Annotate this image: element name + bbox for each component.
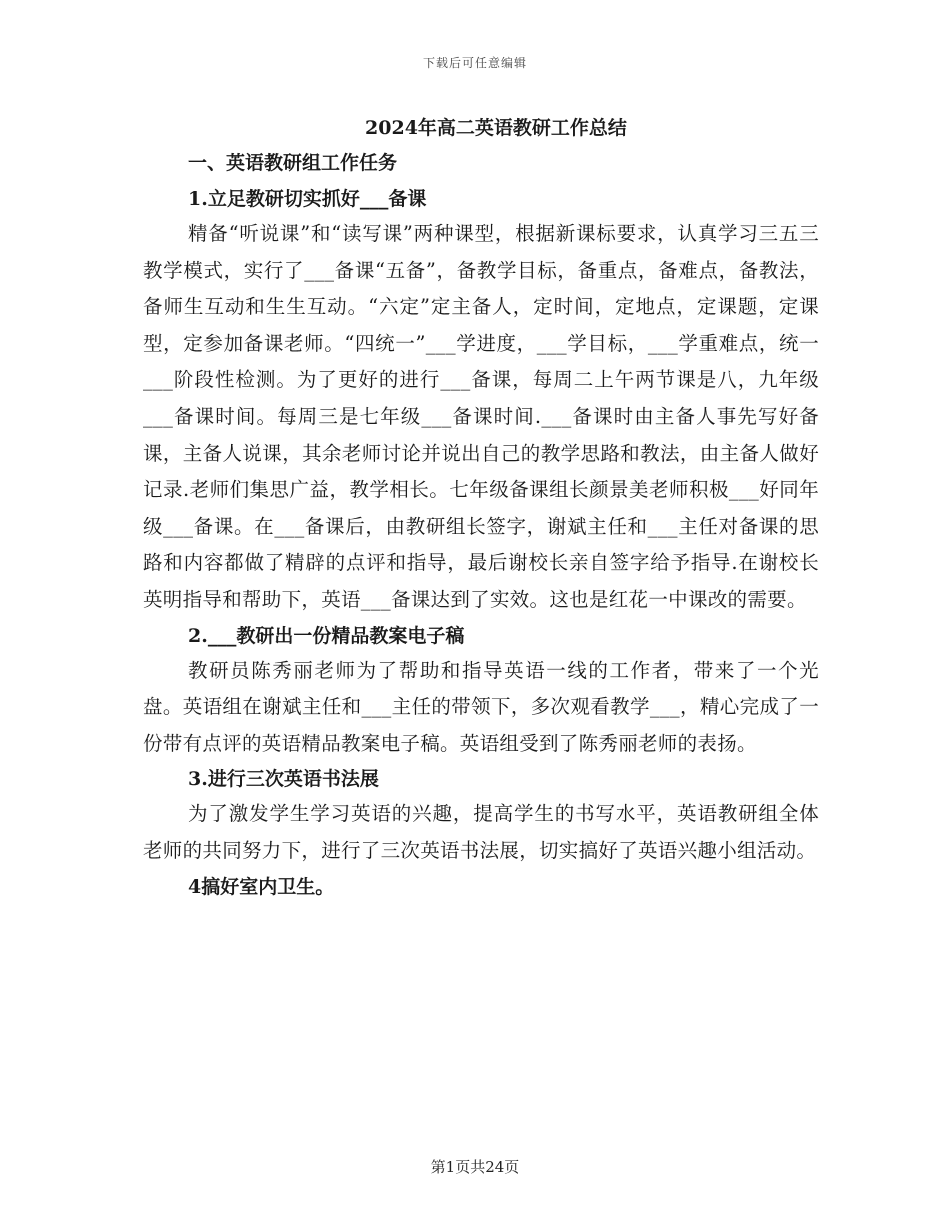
section-heading-tasks: 一、英语教研组工作任务 — [188, 152, 398, 174]
item-heading-calligraphy: 3.进行三次英语书法展 — [188, 768, 379, 791]
item-heading-hygiene: 4搞好室内卫生。 — [188, 875, 335, 898]
header-note: 下载后可任意编辑 — [422, 56, 527, 70]
paragraph-lesson-prep: 精备“听说课”和“读写课”两种课型，根据新课标要求，认真学习三五三教学模式，实行了___备课“五备”，备教学目标，备重点，备难点，备教法，备师生互动和生生互动。“六定”定主备人，定时间，定地点，定课题，定课型，定参加备课老师。“四统一”___学进度，___学目标，___学重难点，统一___阶段性检测。为了更好的进行___备课，每周二上午两节课是八，九年级___备课时间。每周三是七年级___备课时间.___备课时由主备人事先写好备课，主备人说课，其余老师讨论并说出自己的教学思路和教法，由主备人做好记录.老师们集思广益，教学相长。七年级备课组长颜景美老师积极___好同年级___备课。在___备课后，由教研组长签字，谢斌主任和___主任对备课的思路和内容都做了精辟的点评和指导，最后谢校长亲自签字给予指导.在谢校长英明指导和帮助下，英语___备课达到了实效。这也是红花一中课改的需要。 — [143, 222, 819, 611]
page-footer: 第1页共24页 — [430, 1158, 520, 1176]
item-heading-lesson-prep: 1.立足教研切实抓好___备课 — [188, 188, 427, 210]
item-heading-lesson-plan: 2.___教研出一份精品教案电子稿 — [188, 624, 465, 647]
paragraph-calligraphy: 为了激发学生学习英语的兴趣，提高学生的书写水平，英语教研组全体老师的共同努力下，进行了三次英语书法展，切实搞好了英语兴趣小组活动。 — [143, 802, 819, 862]
paragraph-lesson-plan: 教研员陈秀丽老师为了帮助和指导英语一线的工作者，带来了一个光盘。英语组在谢斌主任和___主任的带领下，多次观看教学___，精心完成了一份带有点评的英语精品教案电子稿。英语组受到了陈秀丽老师的表扬。 — [143, 658, 819, 755]
document-title: 2024年高二英语教研工作总结 — [365, 117, 627, 139]
document-body — [143, 112, 819, 904]
